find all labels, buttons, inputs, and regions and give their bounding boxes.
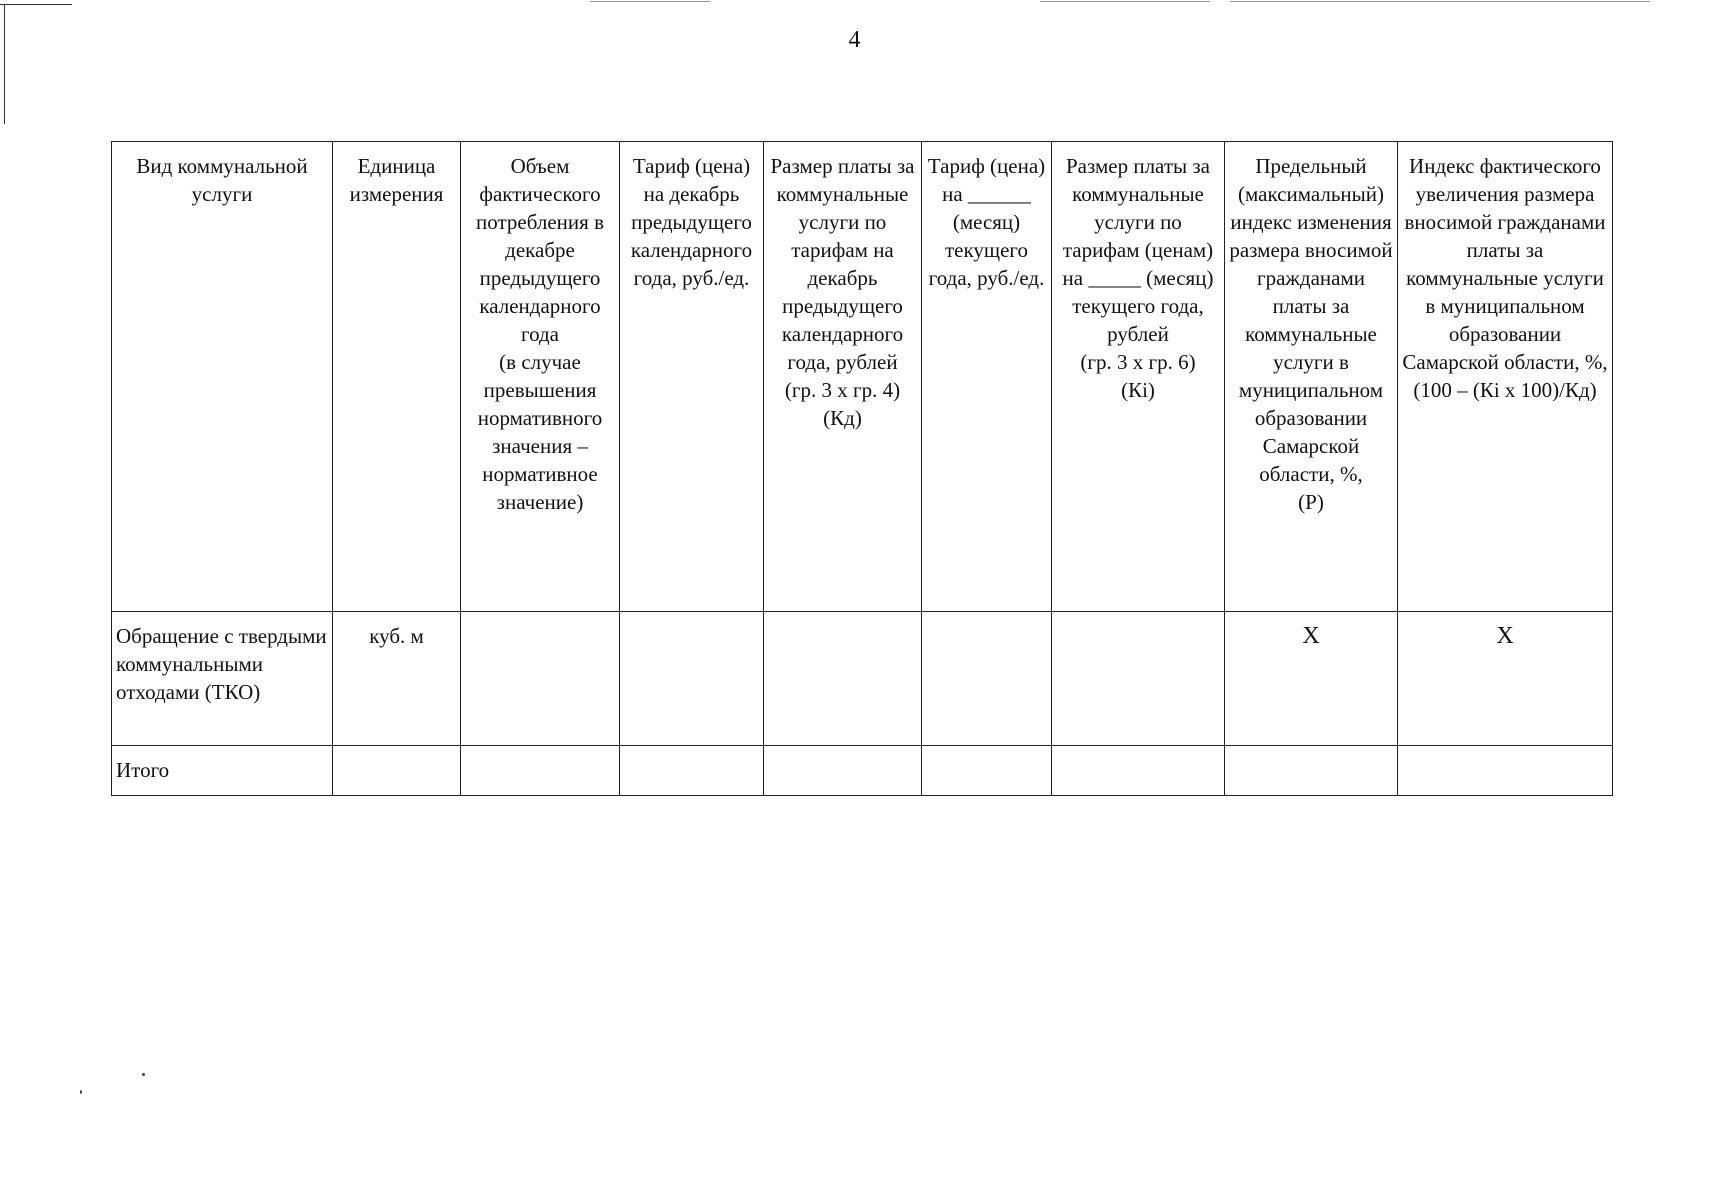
header-payment-current: Размер платы за коммунальные услуги по тарифам (ценам) на _____ (месяц) текущего года, рублей (гр. 3 х гр. 6) (Кi) (1052, 142, 1225, 612)
cell-actual-index: Х (1398, 612, 1613, 746)
cell-tariff-current (922, 612, 1052, 746)
cell-max-index (1225, 746, 1398, 796)
header-actual-index: Индекс фактического увеличения размера вносимой гражданами платы за коммунальные услуги в муниципальном образовании Самарской области, %, (100 – (Кi х 100)/Кд) (1398, 142, 1613, 612)
table-row (112, 612, 1613, 746)
cell-payment-current (1052, 746, 1225, 796)
cell-payment-prev (764, 746, 922, 796)
header-unit: Единица измерения (333, 142, 461, 612)
scan-rule (1230, 1, 1650, 2)
corner-mark (4, 4, 5, 124)
header-tariff-prev: Тариф (цена) на декабрь предыдущего календарного года, руб./ед. (620, 142, 764, 612)
cell-payment-prev (764, 612, 922, 746)
cell-tariff-prev (620, 612, 764, 746)
cell-service: Обращение с твердыми коммунальными отходами (ТКО) (112, 612, 333, 746)
header-volume: Объем фактического потребления в декабре предыдущего календарного года (в случае превышения нормативного значения – нормативное значение) (461, 142, 620, 612)
scan-speck (142, 1073, 145, 1076)
cell-max-index: Х (1225, 612, 1398, 746)
cell-volume (461, 746, 620, 796)
cell-tariff-prev (620, 746, 764, 796)
header-tariff-current: Тариф (цена) на ______ (месяц) текущего года, руб./ед. (922, 142, 1052, 612)
scan-speck (80, 1090, 82, 1094)
cell-tariff-current (922, 746, 1052, 796)
cell-unit (333, 746, 461, 796)
header-service-type: Вид коммунальной услуги (112, 142, 333, 612)
scan-rule (1040, 1, 1210, 2)
cell-unit: куб. м (333, 612, 461, 746)
table-row-total (112, 746, 1613, 796)
cell-payment-current (1052, 612, 1225, 746)
scan-rule (590, 1, 710, 2)
corner-mark (0, 4, 72, 5)
cell-actual-index (1398, 746, 1613, 796)
header-row (112, 142, 1613, 612)
header-payment-prev: Размер платы за коммунальные услуги по тарифам на декабрь предыдущего календарного года, рублей (гр. 3 х гр. 4) (Кд) (764, 142, 922, 612)
page-number: 4 (848, 27, 861, 53)
cell-volume (461, 612, 620, 746)
cell-total-label: Итого (112, 746, 333, 796)
header-max-index: Предельный (максимальный) индекс изменения размера вносимой гражданами платы за коммунальные услуги в муниципальном образовании Самарской области, %, (Р) (1225, 142, 1398, 612)
utility-payments-table (111, 141, 1613, 796)
